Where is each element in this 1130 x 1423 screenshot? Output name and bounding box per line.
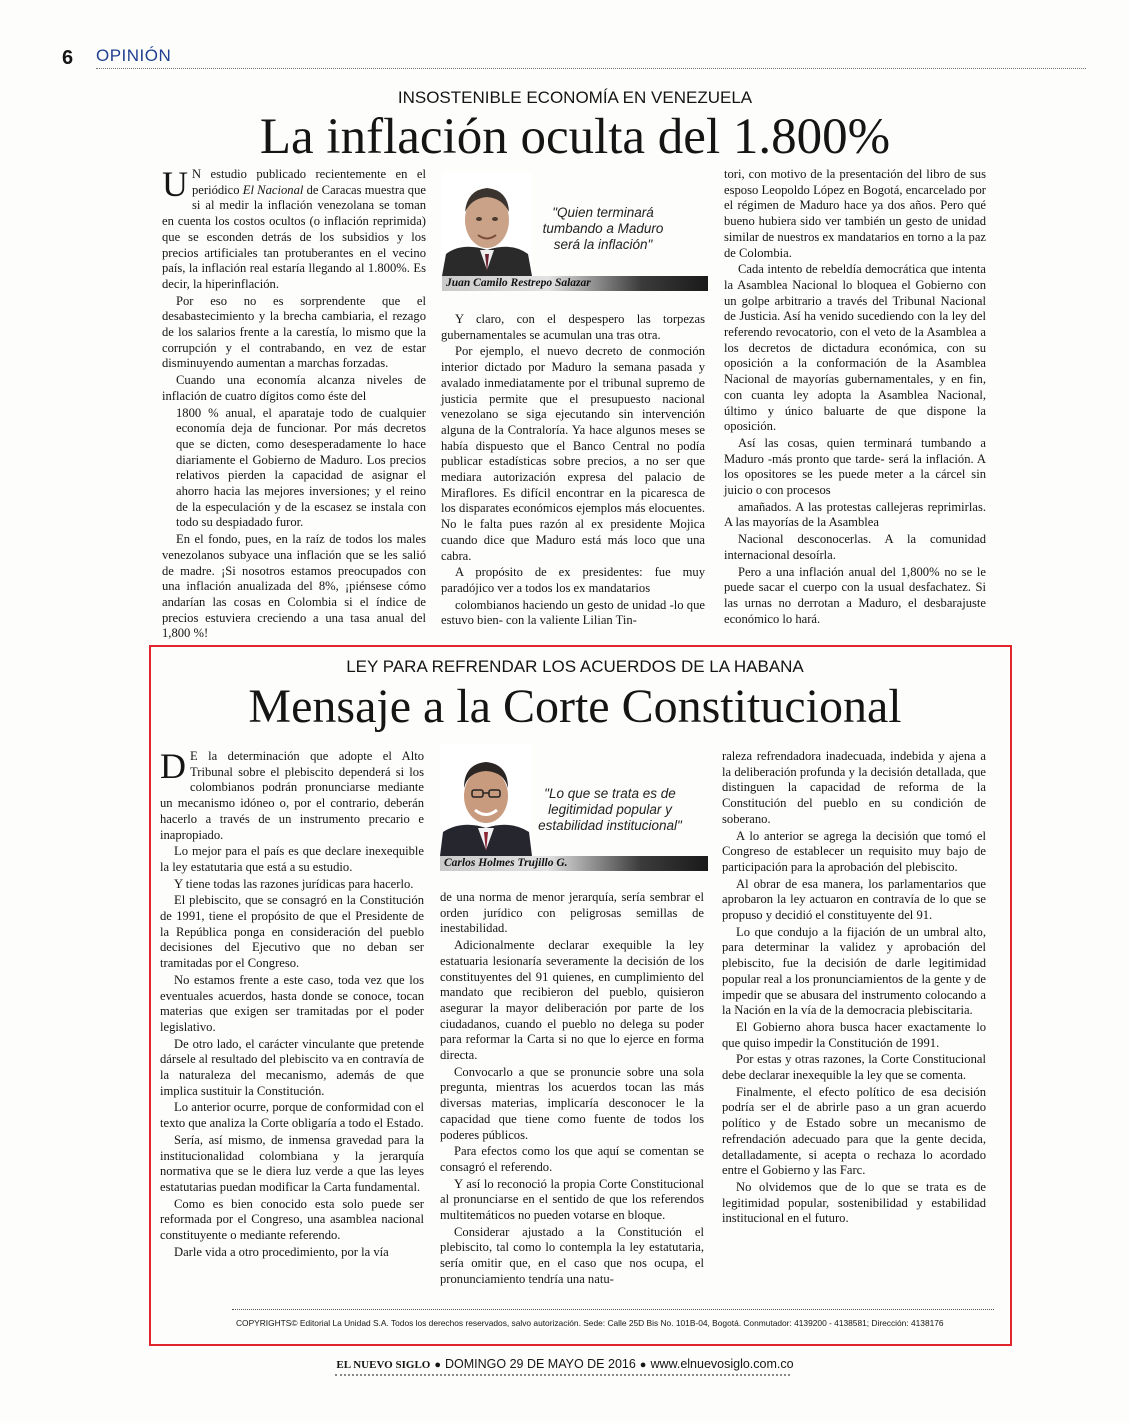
paragraph: Por estas y otras razones, la Corte Constitucional debe declarar inexequible la ley que se comenta.	[722, 1052, 986, 1083]
paragraph: De otro lado, el carácter vinculante que pretende dársele al resultado del plebiscito va en contravía de la naturaleza del mecanismo, además de que implica sustituir la Constitución.	[160, 1036, 424, 1098]
article1-kicker: INSOSTENIBLE ECONOMÍA EN VENEZUELA	[397, 88, 753, 107]
article1-lead-a: N estudio publicado recientemente en el periódico	[192, 167, 426, 197]
paragraph: No estamos frente a este caso, toda vez que los eventuales acuerdos, hasta donde se conoce, tocan materias que exigen ser tramitadas por el poder legislativo.	[160, 972, 424, 1034]
paragraph: Lo que condujo a la fijación de un umbral alto, para determinar la validez y aprobación del plebiscito, fue la decisión de darle legitimidad popular real a los pronunciamientos de la gente y de impedir que se abusara del instrumento colocando a la Nación en la vía de la democracia plebiscitaria.	[722, 924, 986, 1018]
paragraph: Considerar ajustado a la Constitución el plebiscito, tal como lo contempla la ley estatutaria, sería omitir que, en el caso que nos ocupa, el pronunciamiento tendría una natu-	[440, 1224, 704, 1286]
article2-headline: Mensaje a la Corte Constitucional	[248, 680, 902, 733]
page-number: 6	[62, 47, 74, 69]
paragraph: Cada intento de rebeldía democrática que intenta la Asamblea Nacional lo bloquea el Gobierno con un golpe arbitrario a través del Tribunal Nacional de Justicia. Así ha venido sucediendo con la ley del referendo revocatorio, con el veto de la Asamblea a los decretos de dictadura económica, con su oposición a la conformación de la Asamblea Nacional de mayorías gubernamentales, y en fin, con cuanta ley adopta la Asamblea Nacional, último y único baluarte de que dispone la oposición.	[724, 262, 986, 434]
paragraph: Nacional desconocerlas. A la comunidad internacional desoírla.	[724, 532, 986, 562]
paragraph: Para efectos como los que aquí se comentan se consagró el referendo.	[440, 1144, 704, 1174]
paragraph: Convocarlo a que se pronuncie sobre una sola pregunta, mientras los acuerdos tocan las más diversas materias, implicaría desconocer le la capacidad que tiene como fuente de todos los poderes públicos.	[440, 1064, 704, 1142]
article1-author-name: Juan Camilo Restrepo Salazar	[442, 276, 708, 291]
article2-kicker: LEY PARA REFRENDAR LOS ACUERDOS DE LA HABANA	[346, 657, 804, 676]
paragraph: Sería, así mismo, de inmensa gravedad para la institucionalidad colombiana y la jerarquía normativa que se le diera luz verde a que las leyes estatutarias puedan modificar la Carta fundamental.	[160, 1132, 424, 1194]
paragraph: Finalmente, el efecto político de esa decisión podría ser el de abrirle paso a un gran acuerdo político y de Estado sobre un mecanismo de refrendación adecuado para que la gente decida, detalladamente, si acepta o rechaza lo acordado entre el Gobierno y las Farc.	[722, 1084, 986, 1178]
article1-column-2	[441, 312, 705, 630]
footer-rule	[335, 1374, 790, 1376]
article2-column-2	[440, 890, 704, 1289]
paragraph: A propósito de ex presidentes: fue muy paradójico ver a todos los ex mandatarios	[441, 565, 705, 595]
paragraph: Darle vida a otro procedimiento, por la vía	[174, 1244, 389, 1259]
bullet-icon: ●	[434, 1359, 441, 1371]
paragraph: de una norma de menor jerarquía, sería sembrar el orden jurídico con peligrosas semillas de inestabilidad.	[440, 890, 704, 936]
copyright-line: COPYRIGHTS© Editorial La Unidad S.A. Todos los derechos reservados, salvo autorización. Sede: Calle 25D Bis No. 101B-04, Bogotá. Conmutador: 4139200 - 4138581; Dirección: 4138176	[236, 1318, 944, 1328]
paragraph: Cuando una economía alcanza niveles de inflación de cuatro dígitos como éste del	[162, 373, 426, 403]
paragraph: tori, con motivo de la presentación del libro de sus esposo Leopoldo López en Bogotá, encarcelado por el régimen de Maduro hace ya dos años. Pero qué bueno hubiera sido ver también un gesto de unidad similar de nuestros ex mandatarios en torno a la paz de Colombia.	[724, 167, 986, 260]
paragraph: Como es bien conocido esta solo puede ser reformada por el Congreso, una asamblea nacional constituyente o mediante referendo.	[160, 1196, 424, 1243]
article1-headline: La inflación oculta del 1.800%	[259, 109, 891, 165]
article2-dropcap: D	[160, 746, 186, 786]
article2-author-name: Carlos Holmes Trujillo G.	[440, 856, 708, 871]
article1-lead-b: de Caracas muestra que si al medir la inflación venezolana se toman en cuenta los costos ocultos (o inflación reprimida) que se esconden detrás de los subsidios y los precios artificiales tan protuberantes en el vecino país, la inflación real estaría llegando al 1.800%. Es decir, la hiperinflación.	[162, 182, 426, 291]
article2-lead: E la determinación que adopte el Alto Tribunal sobre el plebiscito dependerá si los colombianos podrán pronunciarse mediante un mecanismo idóneo o, por el contrario, deberán hacerlo a través de un instrumento precario e inapropiado.	[160, 749, 424, 842]
article2-pullquote: "Lo que se trata es de legitimidad popular y estabilidad institucional"	[538, 786, 682, 833]
paragraph: Al obrar de esa manera, los parlamentarios que aprobaron la ley actuaron en contravía de lo que se propuso y decidió el constituyente del 91.	[722, 876, 986, 923]
paragraph: 1800 % anual, el aparataje todo de cualquier economía deja de funcionar. Por más decretos que se dicten, como desesperadamente lo hace diariamente el Gobierno de Maduro. Los precios relativos pierden la capacidad de asignar el ahorro hacia las mejores inversiones; y el reino de la especulación y de la escasez se instala con todo su despiadado furor.	[176, 405, 426, 530]
bullet-icon: ●	[639, 1359, 647, 1371]
article1-lead-italic: El Nacional	[242, 182, 304, 197]
paragraph: amañados. A las protestas callejeras reprimirlas. A las mayorías de la Asamblea	[724, 499, 986, 530]
article2-column-1	[160, 746, 424, 1262]
copyright-rule	[232, 1309, 994, 1310]
article2-column-3	[722, 749, 986, 1228]
article1-pullquote: "Quien terminará tumbando a Maduro será la inflación"	[542, 205, 664, 252]
author-photo	[442, 172, 532, 276]
paragraph: colombianos haciendo un gesto de unidad -lo que estuvo bien- con la valiente Lilian Tin-	[441, 597, 705, 628]
paragraph: No olvidemos que de lo que se trata es de legitimidad popular, sostenibilidad y estabilidad institucional en el futuro.	[722, 1179, 986, 1226]
paragraph: A lo anterior se agrega la decisión que tomó el Congreso de establecer un requisito muy bajo de participación para la aprobación del plebiscito.	[722, 828, 986, 874]
paragraph: Pero a una inflación anual del 1,800% no se le puede sacar el cuerpo con la usual desfachatez. Si las urnas no derrotan a Maduro, el desbarajuste económico lo hará.	[724, 564, 986, 626]
paragraph: El Gobierno ahora busca hacer exactamente lo que quiso impedir la Constitución de 1991.	[722, 1019, 986, 1050]
paragraph: Adicionalmente declarar exequible la ley estatuaria lesionaría severamente la decisión de los constituyentes del 91 quienes, en cumplimiento del mandato que recibieron del pueblo, quisieron asegurar la mayor deliberación por parte de los ciudadanos, cuando el pueblo no delega su poder para reformar la Carta si no que lo ejerce en forma directa.	[440, 938, 704, 1063]
footer-url: www.elnuevosiglo.com.co	[650, 1357, 794, 1371]
paragraph: raleza refrendadora inadecuada, indebida y ajena a la deliberación profunda y la decisión detallada, que distinguen la capacidad de reforma de la Constitución del pueblo en su condición de soberano.	[722, 749, 986, 826]
newspaper-name: EL NUEVO SIGLO	[336, 1359, 431, 1371]
header-rule	[96, 68, 1086, 69]
author-photo	[440, 744, 532, 856]
article1-column-1	[162, 164, 426, 643]
paragraph: Por ejemplo, el nuevo decreto de conmoción interior dictado por Maduro la semana pasada y avalado inmediatamente por el tribunal supremo de justicia permite que el presupuesto nacional venezolano se siga ejecutando sin intervención alguna de la Contraloría. Ya hace algunos meses se había dispuesto que el Banco Central no podía publicar estadísticas sobre precios, a no ser que mediara autorización expresa del palacio de Miraflores. Es difícil encontrar en la picaresca de los disparates económicos ejemplos más elocuentes. No le falta pues razón al ex presidente Mojica cuando dice que Maduro está más loco que una cabra.	[441, 344, 705, 563]
paragraph: Y claro, con el despespero las torpezas gubernamentales se acumulan una tras otra.	[441, 312, 705, 342]
paragraph: En el fondo, pues, en la raíz de todos los males venezolanos subyace una inflación que se les salió de madre. ¡Si nosotros estamos preocupados con una inflación anualizada del 8%, ¡piénsese cómo andarían las cosas en Colombia si el índice de precios estuviera creciendo a una tasa anual del 1,800 %!	[162, 532, 426, 641]
page-footer	[0, 1355, 1130, 1373]
paragraph: Así las cosas, quien terminará tumbando a Maduro -más pronto que tarde- será la inflación. A los opositores se les puede meter a la cárcel sin juicio o con procesos	[724, 435, 986, 498]
paragraph: Lo anterior ocurre, porque de conformidad con el texto que analiza la Corte obligaría a todo el Estado.	[160, 1100, 424, 1131]
paragraph: Y así lo reconoció la propia Corte Constitucional al pronunciarse en el sentido de que los referendos multitemáticos no pueden votarse en bloque.	[440, 1176, 704, 1223]
paragraph: Y tiene todas las razones jurídicas para hacerlo.	[174, 876, 414, 891]
paragraph: Por eso no es sorprendente que el desabastecimiento y la brecha cambiaria, el rezago de los salarios frente a la carestía, lo mismo que la corrupción y el contrabando, en vez de estar disminuyendo aumentan a marchas forzadas.	[162, 293, 426, 371]
article1-dropcap: U	[162, 164, 188, 204]
paragraph: El plebiscito, que se consagró en la Constitución de 1991, tiene el propósito de que el Presidente de la República ponga en consideración del pueblo decisiones del Ejecutivo que no deban ser tramitadas por el Congreso.	[160, 893, 424, 971]
paragraph: Lo mejor para el país es que declare inexequible la ley estatutaria que está a su estudio.	[160, 844, 424, 874]
footer-date: DOMINGO 29 DE MAYO DE 2016	[445, 1357, 636, 1371]
article1-column-3	[724, 167, 986, 628]
section-label: OPINIÓN	[96, 46, 172, 65]
